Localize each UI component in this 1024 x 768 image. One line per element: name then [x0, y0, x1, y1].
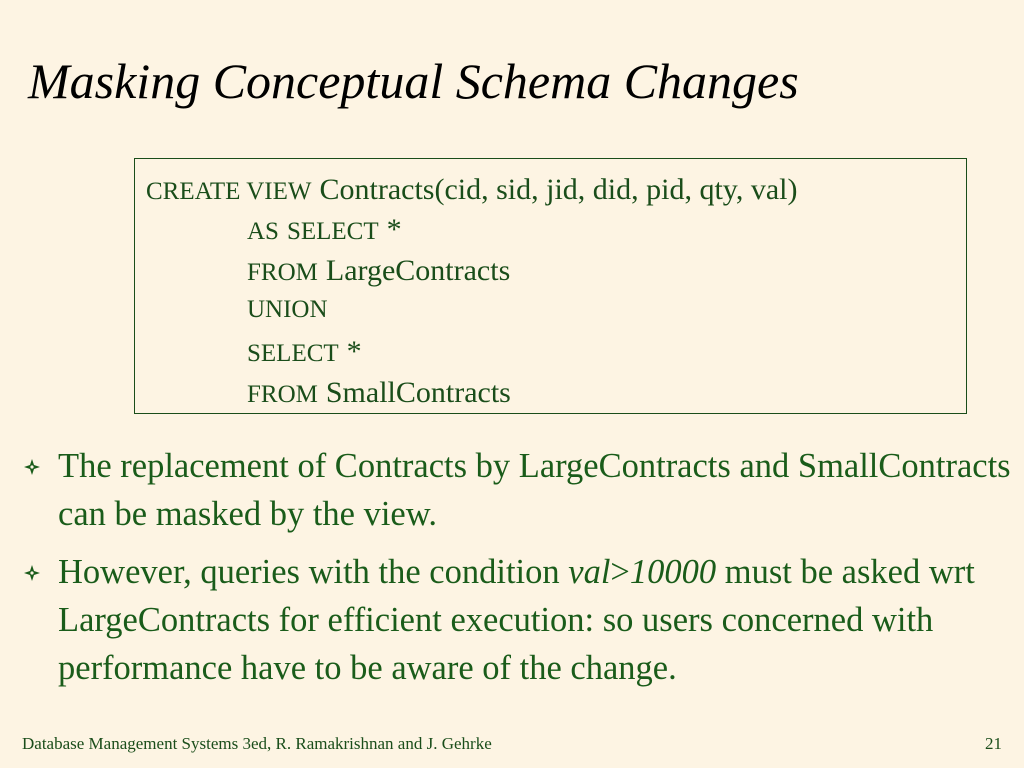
bullet-list — [22, 442, 1012, 692]
page-number: 21 — [985, 734, 1002, 753]
sql-keyword-as: AS — [247, 218, 279, 245]
sql-line-create-view — [146, 175, 798, 205]
sql-keyword-from: FROM — [247, 259, 318, 286]
sql-keyword-select: SELECT — [247, 340, 339, 367]
sql-star: * — [346, 335, 362, 368]
sql-table-small: SmallContracts — [325, 376, 511, 409]
bullet-italic-number: 10000 — [629, 553, 717, 591]
slide-title: Masking Conceptual Schema Changes — [28, 53, 799, 109]
sql-line-as-select — [247, 215, 402, 245]
sql-star: * — [386, 213, 402, 246]
sql-line-from-large — [247, 256, 510, 286]
bullet-text: The replacement of Contracts by LargeContracts and SmallContracts can be masked by the view. — [58, 447, 1011, 533]
sql-line-select — [247, 337, 362, 367]
sql-line-union — [247, 297, 328, 322]
diamond-four-petal-icon — [24, 565, 40, 581]
bullet-gt: > — [610, 553, 630, 591]
bullet-item — [22, 442, 1012, 538]
sql-view-definition: Contracts(cid, sid, jid, did, pid, qty, val) — [319, 173, 798, 206]
sql-line-from-small — [247, 378, 511, 408]
bullet-text: must be asked wrt LargeContracts for efficient execution: so users concerned with performance have to be aware of the change. — [58, 553, 975, 687]
sql-keyword-from: FROM — [247, 381, 318, 408]
footer-citation: Database Management Systems 3ed, R. Ramakrishnan and J. Gehrke — [22, 734, 492, 753]
sql-code-box — [134, 158, 967, 414]
bullet-italic-val: val — [568, 553, 611, 591]
sql-keyword-select: SELECT — [286, 218, 379, 245]
sql-keyword-union: UNION — [247, 296, 328, 323]
bullet-text: However, queries with the condition — [58, 553, 569, 591]
sql-keyword-create-view: CREATE VIEW — [146, 178, 312, 205]
bullet-item — [22, 548, 1012, 692]
sql-table-large: LargeContracts — [325, 254, 511, 287]
diamond-four-petal-icon — [24, 459, 40, 475]
